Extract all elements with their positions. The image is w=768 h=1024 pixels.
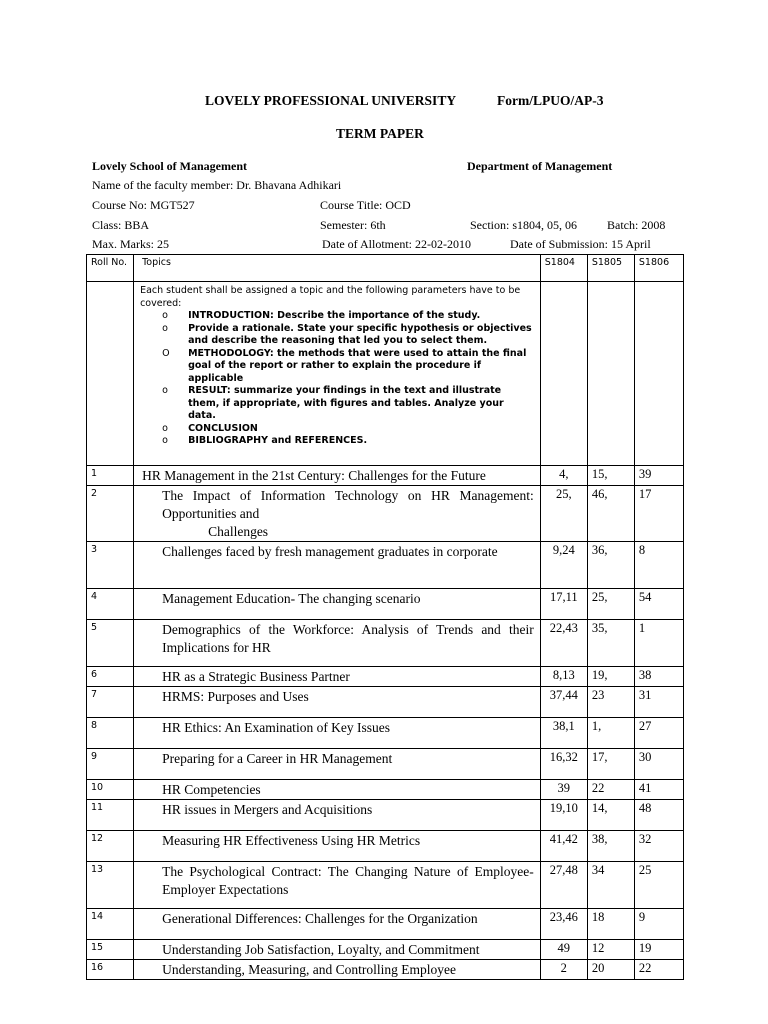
semester: Semester: 6th	[320, 218, 386, 232]
table-row	[87, 486, 684, 542]
s1804-value: 4,	[540, 466, 587, 486]
s1804-value: 37,44	[540, 687, 587, 718]
s1806-value: 1	[634, 620, 683, 667]
s1804-value: 17,11	[540, 589, 587, 620]
topic-line: Measuring HR Effectiveness Using HR Metrics	[162, 833, 421, 848]
table-row	[87, 940, 684, 960]
roll-number: 11	[87, 800, 134, 831]
topic-line: Understanding Job Satisfaction, Loyalty, and Commitment	[162, 942, 480, 957]
form-code: Form/LPUO/AP-3	[497, 93, 604, 108]
roll-number: 16	[87, 960, 134, 980]
topic-line: The Impact of Information Technology on HR Management: Opportunities and	[162, 488, 534, 521]
s1804-value: 49	[540, 940, 587, 960]
topic-line: HRMS: Purposes and Uses	[162, 689, 309, 704]
topic-text	[134, 589, 541, 620]
topic-line: HR as a Strategic Business Partner	[162, 669, 350, 684]
s1806-value: 27	[634, 718, 683, 749]
parameters-list	[140, 310, 534, 448]
roll-number: 1	[87, 466, 134, 486]
topic-text	[134, 960, 541, 980]
parameter-text: BIBLIOGRAPHY and REFERENCES.	[188, 435, 368, 446]
department-name: Department of Management	[467, 159, 613, 173]
topics-table	[86, 254, 684, 980]
topic-line: The Psychological Contract: The Changing Nature of Employee-Employer Expectations	[162, 864, 534, 897]
topic-text	[134, 667, 541, 687]
table-row	[87, 718, 684, 749]
s1805-value: 38,	[587, 831, 634, 862]
s1805-value: 22	[587, 780, 634, 800]
roll-number: 13	[87, 862, 134, 909]
roll-number: 12	[87, 831, 134, 862]
roll-number: 6	[87, 667, 134, 687]
header-topics: Topics	[134, 255, 541, 282]
s1805-value: 34	[587, 862, 634, 909]
topic-text	[134, 466, 541, 486]
parameters-row	[87, 282, 684, 466]
table-row	[87, 620, 684, 667]
s1806-value: 22	[634, 960, 683, 980]
bullet-icon: o	[162, 310, 168, 321]
s1805-value: 12	[587, 940, 634, 960]
topic-line: Challenges faced by fresh management graduates in corporate	[162, 544, 498, 559]
parameter-item	[140, 348, 534, 386]
topic-line: HR Competencies	[162, 782, 261, 797]
bullet-icon: o	[162, 435, 168, 446]
topic-text	[134, 862, 541, 909]
s1806-value: 32	[634, 831, 683, 862]
parameter-item	[140, 423, 534, 436]
parameter-text: METHODOLOGY: the methods that were used to attain the final goal of the report or rather to explain the procedure if applicable	[188, 347, 527, 384]
course-title: Course Title: OCD	[320, 198, 411, 212]
topic-text	[134, 542, 541, 589]
s1805-value: 18	[587, 909, 634, 940]
roll-number: 4	[87, 589, 134, 620]
topic-text	[134, 749, 541, 780]
document-type: TERM PAPER	[336, 126, 424, 141]
s1805-value: 46,	[587, 486, 634, 542]
s1806-value: 41	[634, 780, 683, 800]
table-row	[87, 466, 684, 486]
roll-number: 5	[87, 620, 134, 667]
table-row	[87, 831, 684, 862]
topic-text	[134, 800, 541, 831]
topic-line: Demographics of the Workforce: Analysis of Trends and their Implications for HR	[162, 622, 534, 655]
topics-rows	[87, 466, 684, 980]
topic-line: HR issues in Mergers and Acquisitions	[162, 802, 373, 817]
s1804-value: 27,48	[540, 862, 587, 909]
topic-line: Understanding, Measuring, and Controlling Employee	[162, 962, 457, 977]
s1804-value: 8,13	[540, 667, 587, 687]
header-s1804: S1804	[540, 255, 587, 282]
parameters-intro: Each student shall be assigned a topic and the following parameters have to be covered:	[140, 285, 521, 309]
parameter-text: Provide a rationale. State your specific hypothesis or objectives and describe the reasoning that led you to select them.	[188, 322, 532, 346]
header-s1806: S1806	[634, 255, 683, 282]
s1806-value: 38	[634, 667, 683, 687]
topic-text	[134, 831, 541, 862]
topic-text	[134, 780, 541, 800]
topic-text	[134, 620, 541, 667]
topic-text	[134, 940, 541, 960]
topic-line: HR Management in the 21st Century: Challenges for the Future	[142, 468, 486, 483]
table-row	[87, 862, 684, 909]
roll-number: 9	[87, 749, 134, 780]
parameter-text: INTRODUCTION: Describe the importance of the study.	[188, 310, 481, 321]
table-row	[87, 687, 684, 718]
s1804-value: 19,10	[540, 800, 587, 831]
course-number: Course No: MGT527	[92, 198, 195, 212]
table-row	[87, 667, 684, 687]
submission-date: Date of Submission: 15 April	[510, 237, 651, 251]
topic-continuation: Challenges	[208, 524, 269, 539]
s1805-value: 35,	[587, 620, 634, 667]
bullet-icon: o	[162, 322, 168, 334]
topic-text	[134, 718, 541, 749]
topic-text	[134, 486, 541, 542]
s1804-value: 38,1	[540, 718, 587, 749]
s1804-value: 39	[540, 780, 587, 800]
bullet-icon: o	[162, 422, 168, 434]
topic-text	[134, 909, 541, 940]
topic-line: HR Ethics: An Examination of Key Issues	[162, 720, 391, 735]
topic-line: Generational Differences: Challenges for the Organization	[162, 911, 478, 926]
header-roll-no: Roll No.	[87, 255, 134, 282]
roll-number: 7	[87, 687, 134, 718]
roll-number: 10	[87, 780, 134, 800]
roll-number: 2	[87, 486, 134, 542]
s1806-value: 48	[634, 800, 683, 831]
s1806-value: 31	[634, 687, 683, 718]
school-name: Lovely School of Management	[92, 159, 247, 173]
s1806-value: 25	[634, 862, 683, 909]
allotment-date: Date of Allotment: 22-02-2010	[322, 237, 471, 251]
table-row	[87, 542, 684, 589]
section: Section: s1804, 05, 06	[470, 218, 577, 232]
s1804-value: 23,46	[540, 909, 587, 940]
s1805-value: 17,	[587, 749, 634, 780]
s1805-value: 14,	[587, 800, 634, 831]
s1806-value: 19	[634, 940, 683, 960]
s1806-value: 8	[634, 542, 683, 589]
s1806-value: 30	[634, 749, 683, 780]
bullet-icon: o	[162, 385, 168, 396]
university-name: LOVELY PROFESSIONAL UNIVERSITY	[205, 93, 457, 108]
s1805-value: 23	[587, 687, 634, 718]
s1804-value: 22,43	[540, 620, 587, 667]
parameter-item	[140, 435, 534, 448]
s1804-value: 41,42	[540, 831, 587, 862]
topic-line: Preparing for a Career in HR Management	[162, 751, 393, 766]
parameter-item	[140, 310, 534, 323]
parameter-item	[140, 385, 534, 423]
s1804-value: 16,32	[540, 749, 587, 780]
parameter-text: RESULT: summarize your findings in the text and illustrate them, if appropriate, with figures and tables. Analyze your data.	[188, 385, 504, 421]
topic-text	[134, 687, 541, 718]
s1806-value: 9	[634, 909, 683, 940]
roll-number: 8	[87, 718, 134, 749]
class-name: Class: BBA	[92, 218, 150, 232]
s1804-value: 25,	[540, 486, 587, 542]
s1804-value: 9,24	[540, 542, 587, 589]
s1806-value: 54	[634, 589, 683, 620]
parameters-cell	[134, 282, 541, 466]
max-marks: Max. Marks: 25	[92, 237, 169, 251]
table-row	[87, 909, 684, 940]
s1806-value: 39	[634, 466, 683, 486]
roll-number: 3	[87, 542, 134, 589]
roll-number: 15	[87, 940, 134, 960]
table-row	[87, 780, 684, 800]
s1805-value: 20	[587, 960, 634, 980]
parameter-text: CONCLUSION	[188, 422, 258, 434]
s1805-value: 36,	[587, 542, 634, 589]
table-row	[87, 800, 684, 831]
table-row	[87, 749, 684, 780]
header-s1805: S1805	[587, 255, 634, 282]
s1805-value: 25,	[587, 589, 634, 620]
roll-number: 14	[87, 909, 134, 940]
bullet-icon: O	[162, 347, 170, 359]
table-header-row	[87, 255, 684, 282]
batch: Batch: 2008	[607, 218, 666, 232]
s1806-value: 17	[634, 486, 683, 542]
table-row	[87, 589, 684, 620]
parameter-item	[140, 323, 534, 348]
table-row	[87, 960, 684, 980]
s1805-value: 1,	[587, 718, 634, 749]
s1804-value: 2	[540, 960, 587, 980]
s1805-value: 19,	[587, 667, 634, 687]
faculty-member: Name of the faculty member: Dr. Bhavana Adhikari	[92, 178, 342, 192]
topic-line: Management Education- The changing scenario	[162, 591, 421, 606]
s1805-value: 15,	[587, 466, 634, 486]
